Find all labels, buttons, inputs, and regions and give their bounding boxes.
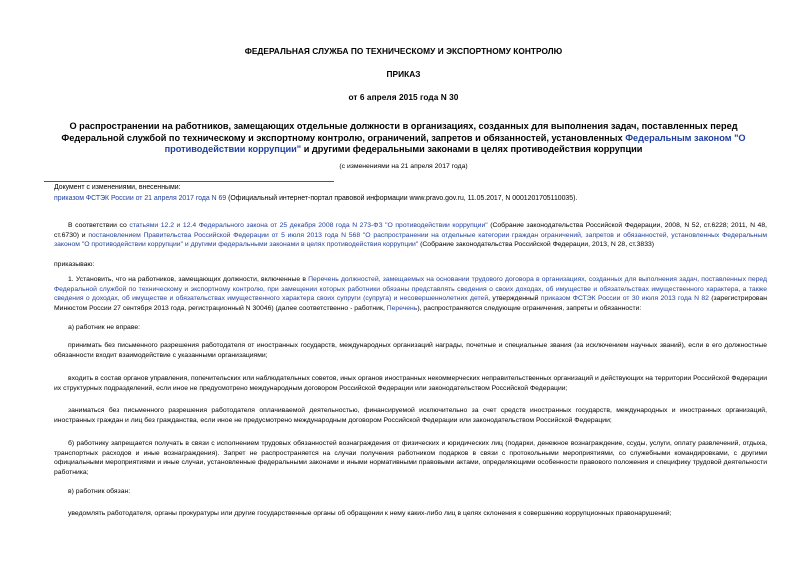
subitem-a-heading: а) работник не вправе:	[68, 324, 141, 331]
changes-label: Документ с изменениями, внесенными:	[54, 184, 181, 191]
changes-order-link[interactable]: приказом ФСТЭК России от 21 апреля 2017 года N 69	[54, 195, 227, 202]
title-law-link[interactable]: Федеральным законом "О противодействии коррупции"	[164, 132, 746, 154]
subitem-v-paragraph-1: уведомлять работодателя, органы прокуратуры или другие государственные органы об обращении к нему каких-либо лиц в целях склонения к совершению коррупционных правонарушений;	[68, 510, 672, 517]
item1-text-4: ), распространяются следующие ограничения, запреты и обязанности:	[417, 304, 642, 312]
title-part2: и другими федеральными законами в целях противодействия коррупции	[301, 144, 643, 154]
item1-perechen-link[interactable]: Перечень	[386, 304, 418, 312]
separator-line	[44, 181, 334, 182]
item1-order-link[interactable]: приказом ФСТЭК России от 30 июля 2013 года N 82	[540, 295, 709, 303]
preamble-law-link[interactable]: статьями 12.2 и 12.4 Федерального закона от 25 декабря 2008 года N 273-ФЗ "О противодействии коррупции"	[129, 222, 488, 229]
document-date-number: от 6 апреля 2015 года N 30	[348, 92, 459, 102]
subitem-a-paragraph-2: входить в состав органов управления, попечительских или наблюдательных советов, иных органов иностранных некоммерческих неправительственных организаций и действующих на территории Российской Федерации их структурных подразделений, если иное не предусмотрено международным договором Российской Федерации или законодательством Российской Федерации;	[54, 375, 767, 392]
preamble-paragraph	[54, 221, 767, 250]
item1-text-2: , утвержденный	[488, 295, 541, 303]
subitem-v-heading: в) работник обязан:	[68, 488, 131, 495]
item-1-paragraph	[54, 275, 767, 313]
item1-text-3: (зарегистрирован Минюстом России 27 сентября 2013 года, регистрационный N 30046) (далее соответственно - работник,	[54, 295, 767, 312]
preamble-text-2: (Собрание законодательства Российской Федерации, 2008, N 52, ст.6228; 2011, N 48, ст.6730) и	[54, 222, 767, 239]
subitem-b-paragraph: б) работнику запрещается получать в связи с исполнением трудовых обязанностей вознаграждения от физических и юридических лиц (подарки, денежное вознаграждение, ссуды, услуги, оплату развлечений, отдыха, транспортных расходов и иные вознаграждения). Запрет не распространяется на случаи получения работником подарков в связи с протокольными мероприятиями, со служебными командировками, с другими официальными мероприятиями и иные случаи, установленные федеральными законами и иными нормативными правовыми актами, определяющими особенности правового положения и специфику трудовой деятельности работника;	[54, 440, 767, 476]
amendment-note: (с изменениями на 21 апреля 2017 года)	[339, 163, 468, 170]
item1-text-1: 1. Установить, что на работников, замещающих должности, включенные в	[68, 276, 309, 283]
item1-list-link[interactable]: Перечень должностей, замещаемых на основании трудового договора в организациях, созданных для выполнения задач, поставленных перед Федеральной службой по техническому и экспортному контролю, при замещении которых работники обязаны представлять сведения о своих доходах, об имуществе и обязательствах имущественного характера, а также сведения о доходах, об имуществе и обязательствах имущественного характера своих супруги (супруга) и несовершеннолетних детей	[54, 276, 768, 303]
preamble-text-3: (Собрание законодательства Российской Федерации, 2013, N 28, ст.3833)	[418, 241, 655, 249]
agency-name: ФЕДЕРАЛЬНАЯ СЛУЖБА ПО ТЕХНИЧЕСКОМУ И ЭКСПОРТНОМУ КОНТРОЛЮ	[244, 46, 563, 56]
title-part1: О распространении на работников, замещающих отдельные должности в организациях, созданных для выполнения задач, поставленных перед Федеральной службой по техническому и экспортному контролю, ограничений, запретов и обязанностей, установленных	[61, 121, 738, 143]
changes-entry	[54, 194, 577, 205]
subitem-a-paragraph-3: заниматься без письменного разрешения работодателя оплачиваемой деятельностью, финансируемой исключительно за счет средств иностранных государств, международных и иностранных организаций, иностранных граждан и лиц без гражданства, если иное не предусмотрено международным договором Российской Федерации или законодательством Российской Федерации;	[54, 407, 767, 424]
changes-source: (Официальный интернет-портал правовой информации www.pravo.gov.ru, 11.05.2017, N 0001201705110035).	[226, 195, 578, 202]
document-title	[60, 121, 747, 156]
subitem-a-paragraph-1: принимать без письменного разрешения работодателя от иностранных государств, международных организаций награды, почетные и специальные звания (за исключением научных званий), если в его должностные обязанности входит взаимодействие с указанными организациями;	[54, 342, 767, 359]
preamble-resolution-link[interactable]: постановлением Правительства Российской Федерации от 5 июля 2013 года N 568 "О распространении на отдельные категории граждан ограничений, запретов и обязанностей, установленных Федеральным законом "О противодействии коррупции" и другими федеральными законами в целях противодействия коррупции"	[54, 231, 767, 249]
order-word: приказываю:	[54, 261, 95, 268]
preamble-text-1: В соответствии со	[68, 222, 130, 229]
document-type: ПРИКАЗ	[386, 69, 421, 79]
